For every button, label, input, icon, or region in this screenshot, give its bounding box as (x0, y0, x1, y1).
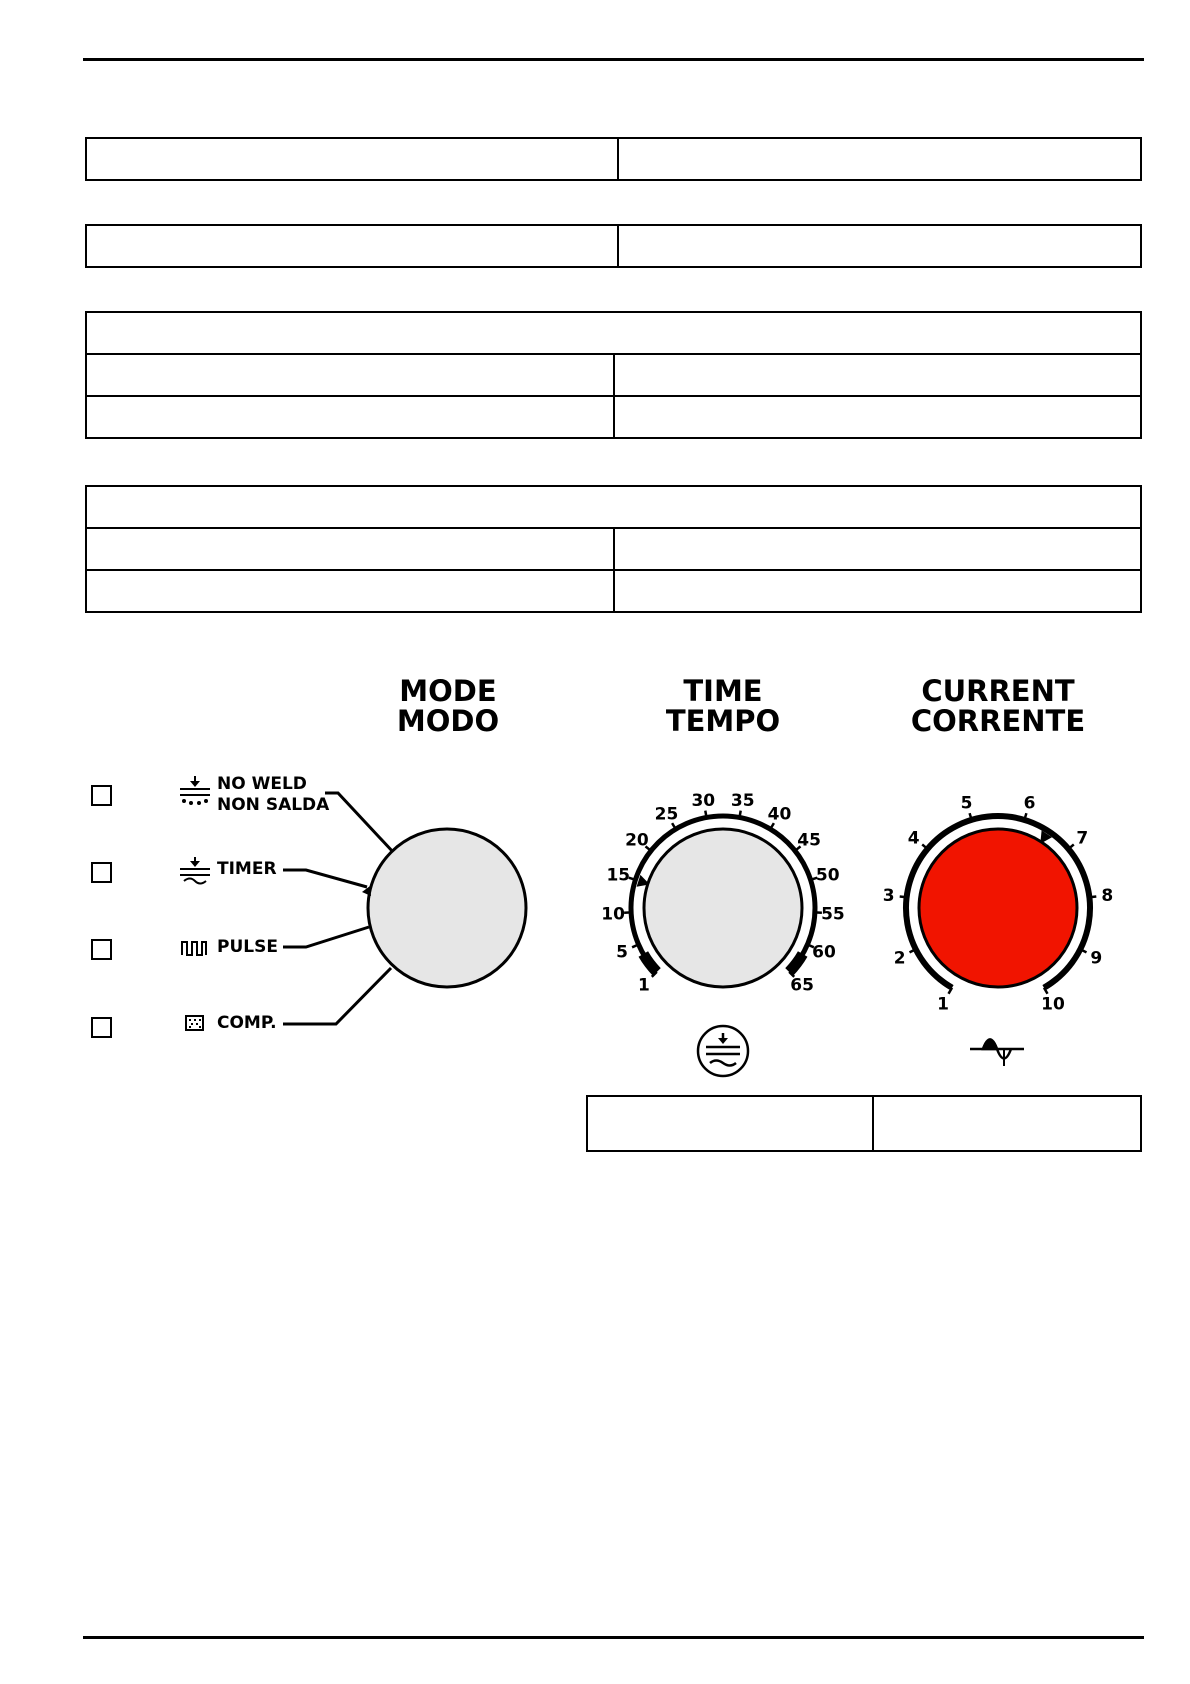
time-title: TIME (683, 674, 763, 708)
dial-scale-label: 5 (616, 942, 628, 963)
corrente-title: CORRENTE (910, 704, 1086, 738)
dial-scale-label: 30 (691, 790, 716, 811)
value-table (586, 1095, 1142, 1152)
dial-tick (900, 897, 907, 898)
table-cell[interactable] (873, 1096, 1141, 1151)
dial-scale-label: 15 (606, 865, 631, 886)
comp-label: COMP. (217, 1013, 277, 1033)
dial-scale-label: 45 (797, 830, 821, 851)
no-weld-icon (180, 776, 210, 804)
dial-tick (705, 811, 706, 818)
current-knob[interactable] (919, 829, 1077, 987)
sine-wave-icon (970, 1040, 1024, 1067)
dial-scale-label: 20 (625, 830, 649, 851)
dial-scale-label: 8 (1101, 886, 1114, 907)
mode-title: MODE (399, 674, 497, 708)
dial-scale-label: 7 (1076, 828, 1089, 849)
dial-scale-label: 60 (812, 942, 836, 963)
weld-timer-icon (698, 1026, 748, 1076)
dial-tick (922, 844, 927, 849)
timer-icon (180, 857, 210, 884)
dial-tick (1069, 844, 1074, 849)
dial-arc-end (1044, 979, 1057, 988)
time-knob[interactable] (644, 829, 802, 987)
dial-scale-label: 1 (937, 994, 949, 1015)
dial-tick (1089, 897, 1096, 898)
mode-knob[interactable] (368, 829, 526, 987)
dial-arc-end (789, 954, 803, 972)
pulse-label: PULSE (217, 937, 278, 957)
table-cell[interactable] (587, 1096, 873, 1151)
current-title: CURRENT (921, 674, 1075, 708)
dial-scale-label: 55 (821, 904, 845, 925)
pulse-icon (182, 942, 206, 955)
comp-icon (186, 1016, 203, 1030)
dial-scale-label: 35 (730, 790, 755, 811)
dial-arc-end (643, 954, 657, 972)
dial-scale-label: 6 (1023, 793, 1036, 814)
dial-scale-label: 65 (790, 975, 814, 996)
tempo-title: TEMPO (665, 704, 781, 738)
dial-scale-label: 5 (960, 793, 973, 814)
dial-scale-label: 10 (1041, 994, 1065, 1015)
no-weld-label: NO WELD (217, 774, 307, 794)
dial-scale-label: 9 (1090, 948, 1103, 969)
dial-scale-label: 25 (654, 804, 679, 825)
dial-scale-label: 10 (601, 904, 625, 925)
dial-arc-end (939, 979, 952, 988)
dial-scale-label: 40 (767, 804, 792, 825)
dial-scale-label: 1 (637, 975, 650, 996)
timer-label: TIMER (217, 859, 277, 879)
dial-tick (740, 811, 741, 818)
non-salda-label: NON SALDA (217, 795, 330, 815)
dial-scale-label: 3 (882, 886, 895, 907)
dial-scale-label: 4 (907, 828, 920, 849)
dial-scale-label: 50 (815, 865, 840, 886)
dial-scale-label: 2 (893, 948, 906, 969)
modo-title: MODO (396, 704, 500, 738)
